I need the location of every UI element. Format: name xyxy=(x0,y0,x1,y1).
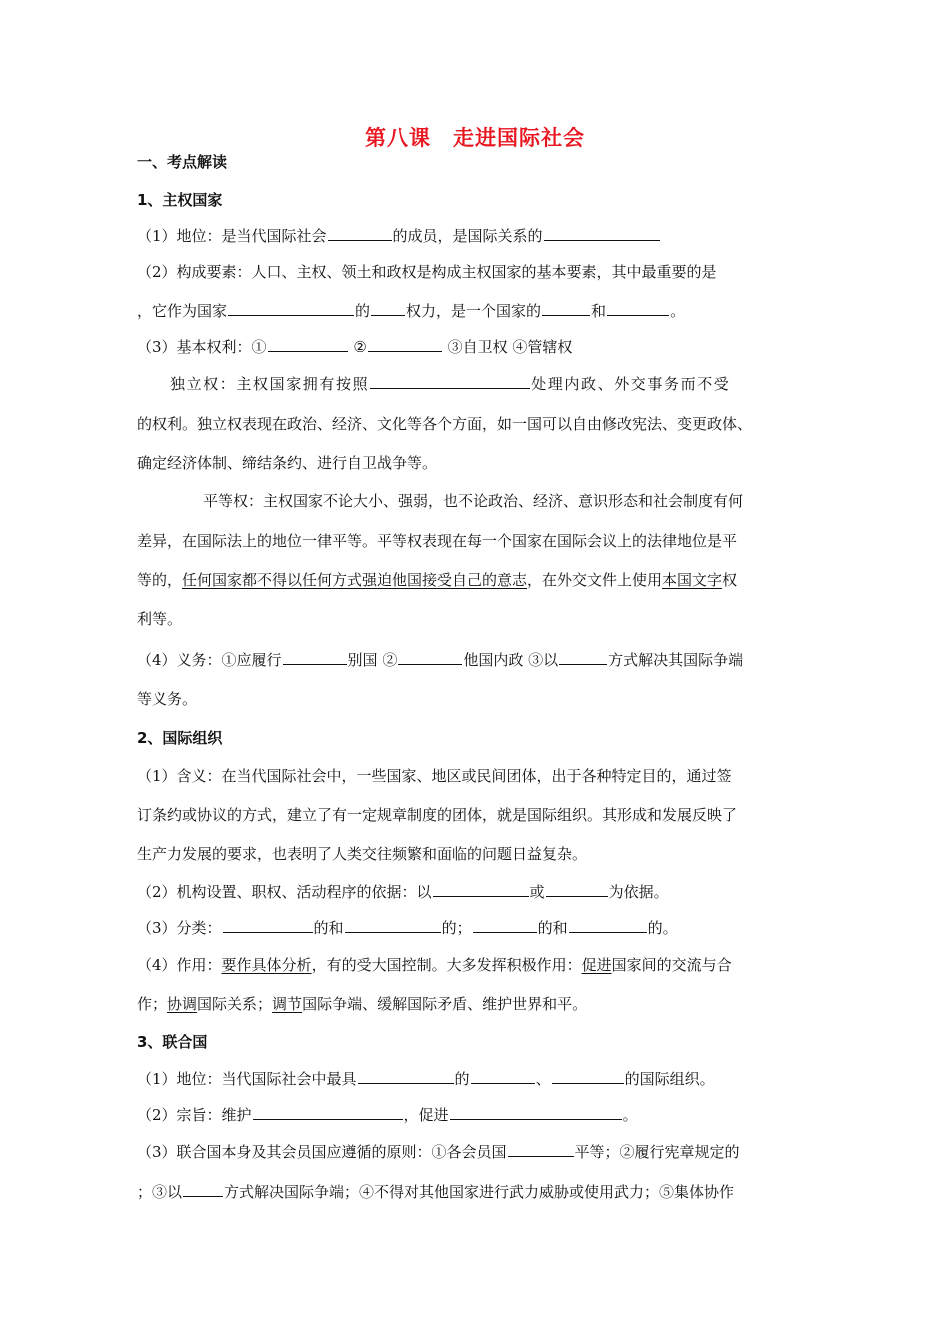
s1-equality-line2: 差异，在国际法上的地位一律平等。平等权表现在每一个国家在国际会议上的法律地位是平 xyxy=(137,532,738,550)
fill-blank[interactable] xyxy=(253,1105,403,1120)
lesson-title xyxy=(0,122,950,152)
fill-blank[interactable] xyxy=(542,301,590,316)
underlined-phrase: 协调 xyxy=(167,995,198,1013)
fill-blank[interactable] xyxy=(546,882,608,897)
fill-blank[interactable] xyxy=(328,226,392,241)
underlined-phrase: 调节 xyxy=(272,995,303,1013)
underlined-phrase: 任何国家都不得以任何方式强迫他国接受自己的意志 xyxy=(182,571,528,589)
fill-blank[interactable] xyxy=(183,1182,223,1197)
fill-blank[interactable] xyxy=(368,337,442,352)
fill-blank[interactable] xyxy=(450,1105,622,1120)
fill-blank[interactable] xyxy=(569,918,647,933)
fill-blank[interactable] xyxy=(508,1142,574,1157)
fill-blank[interactable] xyxy=(283,650,347,665)
s1-p4-line1: （4）义务：①应履行 别国 ② 他国内政 ③以 方式解决其国际争端 xyxy=(137,651,744,669)
subheading-international-org: 2、国际组织 xyxy=(137,729,223,747)
s2-p1-line1: （1）含义：在当代国际社会中，一些国家、地区或民间团体，出于各种特定目的，通过签 xyxy=(137,767,732,785)
fill-blank[interactable] xyxy=(473,918,537,933)
subheading-sovereign-state: 1、主权国家 xyxy=(137,191,223,209)
s1-equality-line4: 利等。 xyxy=(137,610,183,628)
fill-blank[interactable] xyxy=(223,918,313,933)
s2-p4-line2: 作；协调国际关系；调节国际争端、缓解国际矛盾、维护世界和平。 xyxy=(137,995,588,1013)
s3-p3-line2: ；③以 方式解决国际争端；④不得对其他国家进行武力威胁或使用武力；⑤集体协作 xyxy=(137,1183,735,1201)
fill-blank[interactable] xyxy=(371,301,405,316)
subheading-united-nations: 3、联合国 xyxy=(137,1033,208,1051)
fill-blank[interactable] xyxy=(370,374,530,389)
title-part1: 第八课 xyxy=(365,125,431,150)
s1-equality-line3: 等的，任何国家都不得以任何方式强迫他国接受自己的意志，在外交文件上使用本国文字权 xyxy=(137,571,738,589)
fill-blank[interactable] xyxy=(398,650,462,665)
s1-p3: （3）基本权利：① ② ③自卫权 ④管辖权 xyxy=(137,338,573,356)
s1-p2-line1: （2）构成要素：人口、主权、领土和政权是构成主权国家的基本要素，其中最重要的是 xyxy=(137,263,717,281)
s3-p1: （1）地位：当代国际社会中最具 的 、 的国际组织。 xyxy=(137,1070,715,1088)
underlined-phrase: 本国文字 xyxy=(662,571,723,589)
s1-independence-line2: 的权利。独立权表现在政治、经济、文化等各个方面，如一国可以自由修改宪法、变更政体、 xyxy=(137,415,753,433)
fill-blank[interactable] xyxy=(433,882,529,897)
fill-blank[interactable] xyxy=(228,301,354,316)
section-heading: 一、考点解读 xyxy=(137,153,228,171)
s2-p2: （2）机构设置、职权、活动程序的依据：以 或 为依据。 xyxy=(137,883,669,901)
fill-blank[interactable] xyxy=(268,337,348,352)
s1-equality-line1: 平等权：主权国家不论大小、强弱，也不论政治、经济、意识形态和社会制度有何 xyxy=(203,492,744,510)
s2-p1-line2: 订条约或协议的方式，建立了有一定规章制度的团体，就是国际组织。其形成和发展反映了 xyxy=(137,806,738,824)
s2-p1-line3: 生产力发展的要求，也表明了人类交往频繁和面临的问题日益复杂。 xyxy=(137,845,588,863)
s1-independence-line3: 确定经济体制、缔结条约、进行自卫战争等。 xyxy=(137,454,438,472)
fill-blank[interactable] xyxy=(471,1069,535,1084)
underlined-phrase: 促进 xyxy=(581,956,612,974)
fill-blank[interactable] xyxy=(544,226,660,241)
underlined-phrase: 要作具体分析 xyxy=(221,956,312,974)
s1-p2-line2: ，它作为国家 的 权力，是一个国家的 和 。 xyxy=(137,302,686,320)
s2-p3: （3）分类： 的和 的； 的和 的。 xyxy=(137,919,678,937)
fill-blank[interactable] xyxy=(358,1069,454,1084)
s3-p3-line1: （3）联合国本身及其会员国应遵循的原则：①各会员国 平等；②履行宪章规定的 xyxy=(137,1143,740,1161)
s1-independence-line1: 独立权：主权国家拥有按照 处理内政、外交事务而不受 xyxy=(170,375,731,393)
s1-p1: （1）地位：是当代国际社会 的成员，是国际关系的 xyxy=(137,226,827,246)
title-part2: 走进国际社会 xyxy=(453,125,585,150)
s3-p2: （2）宗旨：维护 ，促进 。 xyxy=(137,1106,638,1124)
fill-blank[interactable] xyxy=(607,301,669,316)
s2-p4-line1: （4）作用：要作具体分析，有的受大国控制。大多发挥积极作用：促进国家间的交流与合 xyxy=(137,956,732,974)
fill-blank[interactable] xyxy=(345,918,441,933)
s1-p4-line2: 等义务。 xyxy=(137,690,198,708)
fill-blank[interactable] xyxy=(559,650,607,665)
fill-blank[interactable] xyxy=(552,1069,624,1084)
